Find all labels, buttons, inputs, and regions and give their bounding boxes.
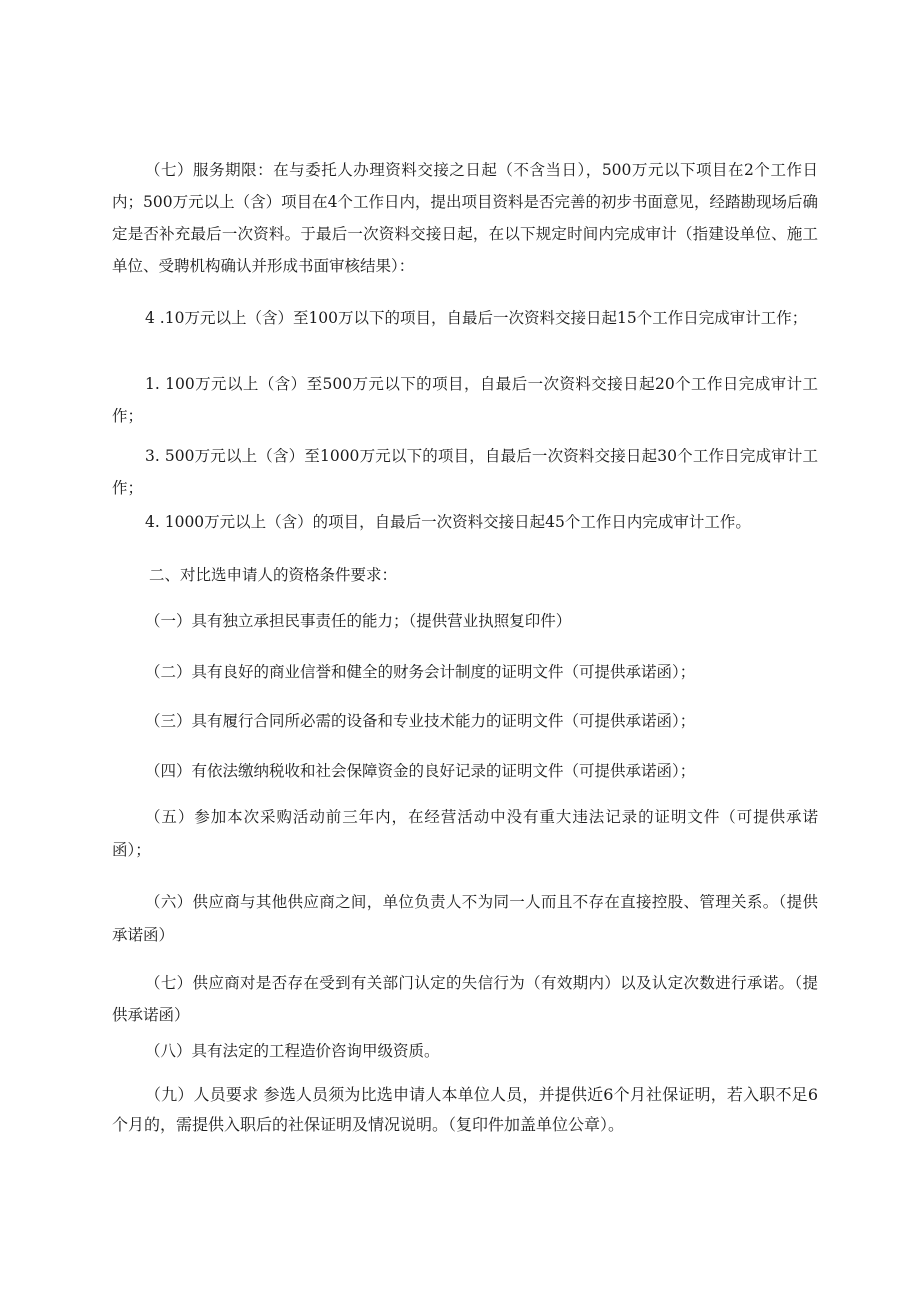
paragraph-item-1: 4 .10万元以上（含）至100万以下的项目，自最后一次资料交接日起15个工作日完成审计工作； xyxy=(145,309,808,327)
paragraph-service-period: （七）服务期限：在与委托人办理资料交接之日起（不含当日），500万元以下项目在2个工作日内；500万元以上（含）项目在4个工作日内，提出项目资料是否完善的初步书面意见，经踏勘现场后确定是否补充最后一次资料。于最后一次资料交接日起，在以下规定时间内完成审计（指建设单位、施工单位、受聘机构确认并形成书面审核结果）： xyxy=(112,161,818,275)
section-heading-qualifications: 二、对比选申请人的资格条件要求： xyxy=(149,566,398,584)
requirement-2: （二）具有良好的商业信誉和健全的财务会计制度的证明文件（可提供承诺函）； xyxy=(145,663,696,681)
requirement-9: （九）人员要求 参选人员须为比选申请人本单位人员，并提供近6个月社保证明，若入职不足6个月的，需提供入职后的社保证明及情况说明。（复印件加盖单位公章）。 xyxy=(112,1085,818,1134)
requirement-6: （六）供应商与其他供应商之间，单位负责人不为同一人而且不存在直接控股、管理关系。（提供承诺函） xyxy=(112,893,818,944)
paragraph-item-4: 4. 1000万元以上（含）的项目，自最后一次资料交接日起45个工作日内完成审计工作。 xyxy=(145,513,751,531)
requirement-7: （七）供应商对是否存在受到有关部门认定的失信行为（有效期内）以及认定次数进行承诺。（提供承诺函） xyxy=(112,974,818,1024)
requirement-4: （四）有依法缴纳税收和社会保障资金的良好记录的证明文件（可提供承诺函）； xyxy=(145,762,696,780)
paragraph-item-3: 3. 500万元以上（含）至1000万元以下的项目，自最后一次资料交接日起30个工作日完成审计工作； xyxy=(112,447,818,497)
requirement-8: （八）具有法定的工程造价咨询甲级资质。 xyxy=(145,1042,440,1060)
paragraph-item-2: 1. 100万元以上（含）至500万元以下的项目，自最后一次资料交接日起20个工作日完成审计工作； xyxy=(112,375,818,425)
requirement-3: （三）具有履行合同所必需的设备和专业技术能力的证明文件（可提供承诺函）； xyxy=(145,712,696,730)
requirement-5: （五）参加本次采购活动前三年内，在经营活动中没有重大违法记录的证明文件（可提供承诺函）； xyxy=(112,808,818,859)
requirement-1: （一）具有独立承担民事责任的能力；（提供营业执照复印件） xyxy=(145,612,572,630)
